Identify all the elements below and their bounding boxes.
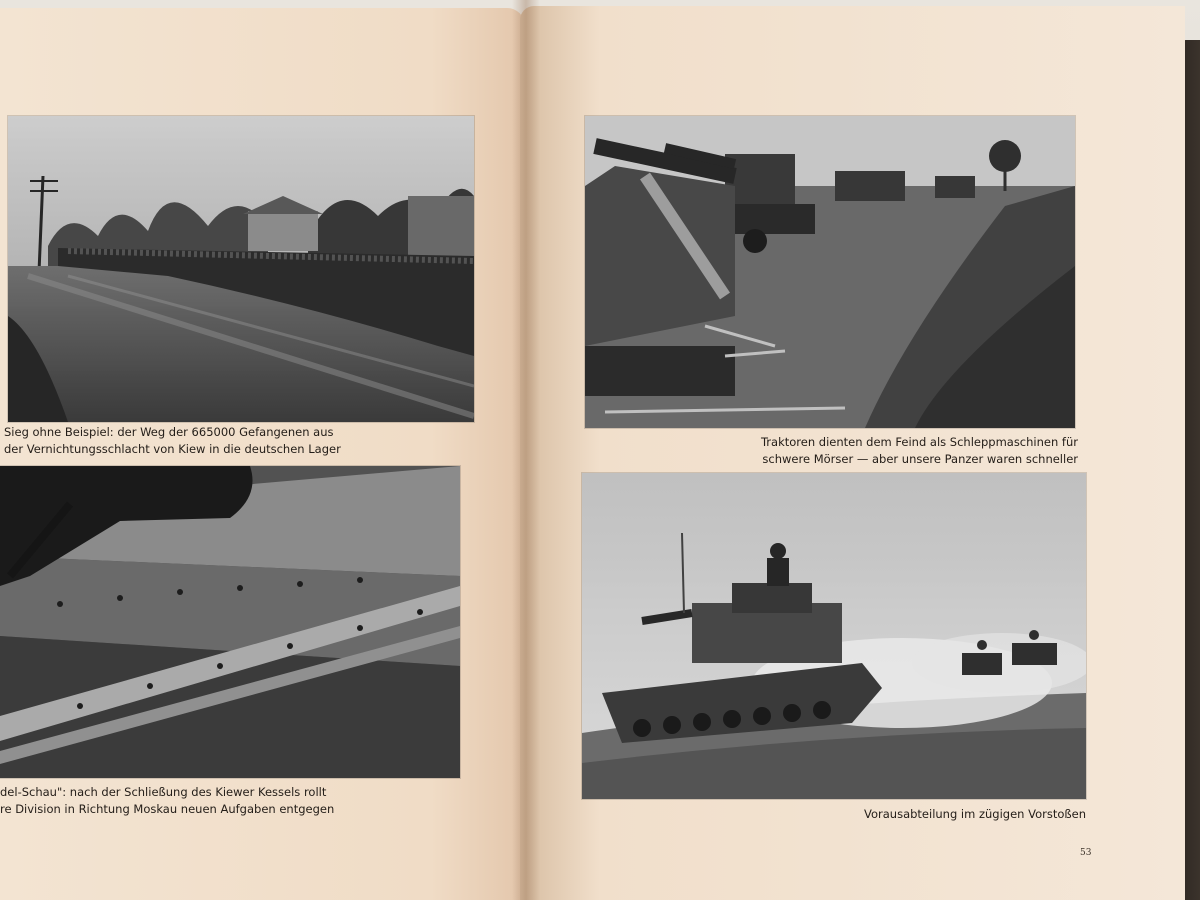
page-number: 53 (1080, 848, 1092, 858)
caption-aerial-road (0, 784, 334, 818)
caption-line: der Vernichtungsschlacht von Kiew in die deutschen Lager (4, 442, 341, 456)
caption-line: del-Schau": nach der Schließung des Kiewer Kessels rollt (0, 785, 327, 799)
caption-line: Traktoren dienten dem Feind als Schleppmaschinen für (760, 435, 1078, 449)
photo-tank-advance (582, 473, 1086, 799)
photo-prisoners-column (8, 116, 474, 422)
photo-aerial-road (0, 466, 460, 778)
photo-tractor-mortar (585, 116, 1075, 428)
caption-line: schwere Mörser — aber unsere Panzer waren schneller (762, 452, 1078, 466)
caption-prisoners-column (4, 424, 341, 458)
caption-line: re Division in Richtung Moskau neuen Aufgaben entgegen (0, 802, 335, 816)
caption-line: Vorausabteilung im zügigen Vorstoßen (864, 807, 1086, 821)
book-gutter (512, 0, 540, 900)
caption-tractor-mortar (761, 434, 1078, 468)
caption-tank-advance (864, 806, 1086, 823)
caption-line: Sieg ohne Beispiel: der Weg der 665000 Gefangenen aus (4, 425, 334, 439)
